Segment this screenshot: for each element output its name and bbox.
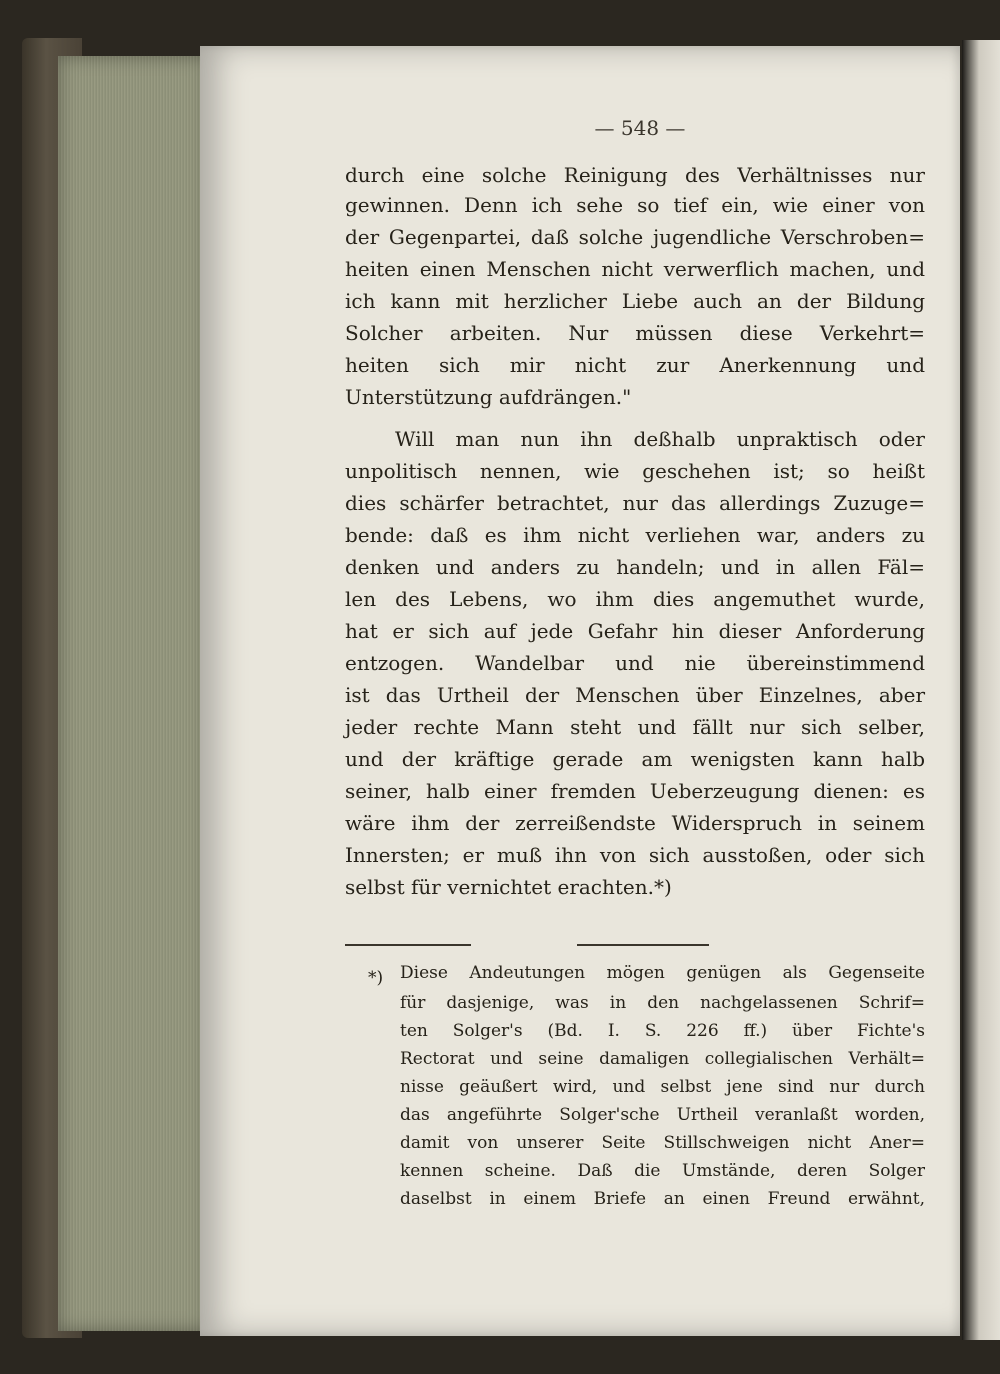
body-line: seiner, halb einer fremden Ueberzeugung dienen: es	[345, 779, 925, 803]
body-line: hat er sich auf jede Gefahr hin dieser Anforderung	[345, 619, 925, 643]
body-line: denken und anders zu handeln; und in allen Fäl=	[345, 555, 925, 579]
body-line: bende: daß es ihm nicht verliehen war, anders zu	[345, 523, 925, 547]
body-line: durch eine solche Reinigung des Verhältnisses nur	[345, 163, 925, 187]
body-line: und der kräftige gerade am wenigsten kann halb	[345, 747, 925, 771]
body-line: Will man nun ihn deßhalb unpraktisch oder	[395, 427, 925, 451]
page-edges	[58, 56, 208, 1331]
body-line: entzogen. Wandelbar und nie übereinstimmend	[345, 651, 925, 675]
footnote-line: Rectorat und seine damaligen collegialischen Verhält=	[400, 1049, 925, 1069]
footnote-marker: *)	[368, 968, 384, 988]
footnote-rule-left	[345, 944, 471, 946]
footnote-line: daselbst in einem Briefe an einen Freund erwähnt,	[400, 1189, 925, 1209]
body-line: heiten sich mir nicht zur Anerkennung und	[345, 353, 925, 377]
facing-page-edge	[962, 40, 1000, 1340]
footnote-rule-right	[577, 944, 709, 946]
body-line: Unterstützung aufdrängen."	[345, 385, 632, 409]
body-line: unpolitisch nennen, wie geschehen ist; so heißt	[345, 459, 925, 483]
body-line: len des Lebens, wo ihm dies angemuthet wurde,	[345, 587, 925, 611]
body-line: selbst für vernichtet erachten.*)	[345, 875, 672, 899]
body-line: gewinnen. Denn ich sehe so tief ein, wie einer von	[345, 193, 925, 217]
body-line: Innersten; er muß ihn von sich ausstoßen, oder sich	[345, 843, 925, 867]
footnote-line: Diese Andeutungen mögen genügen als Gegenseite	[400, 963, 925, 983]
body-line: Solcher arbeiten. Nur müssen diese Verkehrt=	[345, 321, 925, 345]
body-line: ich kann mit herzlicher Liebe auch an der Bildung	[345, 289, 925, 313]
footnote-line: nisse geäußert wird, und selbst jene sind nur durch	[400, 1077, 925, 1097]
body-line: dies schärfer betrachtet, nur das allerdings Zuzuge=	[345, 491, 925, 515]
footnote-line: für dasjenige, was in den nachgelassenen Schrif=	[400, 993, 925, 1013]
body-line: heiten einen Menschen nicht verwerflich machen, und	[345, 257, 925, 281]
footnote-line: damit von unserer Seite Stillschweigen nicht Aner=	[400, 1133, 925, 1153]
footnote-line: das angeführte Solger'sche Urtheil veranlaßt worden,	[400, 1105, 925, 1125]
page-number: — 548 —	[594, 116, 686, 140]
footnote-line: kennen scheine. Daß die Umstände, deren Solger	[400, 1161, 925, 1181]
footnote-line: ten Solger's (Bd. I. S. 226 ff.) über Fichte's	[400, 1021, 925, 1041]
body-line: der Gegenpartei, daß solche jugendliche Verschroben=	[345, 225, 925, 249]
body-line: wäre ihm der zerreißendste Widerspruch in seinem	[345, 811, 925, 835]
body-line: ist das Urtheil der Menschen über Einzelnes, aber	[345, 683, 925, 707]
body-line: jeder rechte Mann steht und fällt nur sich selber,	[345, 715, 925, 739]
